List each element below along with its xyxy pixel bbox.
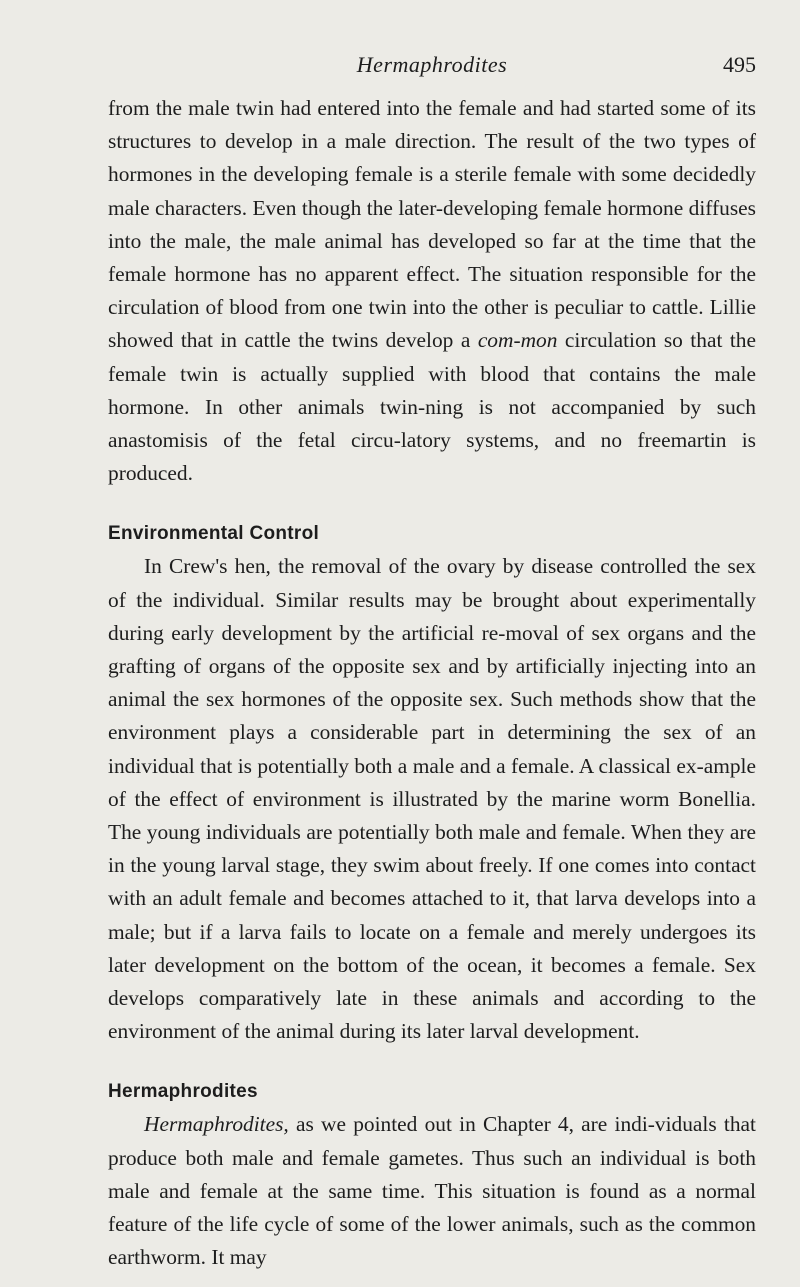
- emphasis-common: com-mon: [477, 328, 558, 353]
- section-gap: [108, 490, 756, 517]
- paragraph-freemartin: [108, 92, 756, 490]
- section-gap: [108, 1048, 756, 1075]
- emphasis-hermaphrodites: Hermaphrodites,: [144, 1112, 289, 1137]
- page-number: 495: [723, 52, 756, 77]
- paragraph-text: as we pointed out in Chapter 4, are indi-viduals that produce both male and female gametes. Thus such an individual is both male and female at the same time. This situation is found as a normal feature of the life cycle of some of the lower animals, such as the common earthworm. It may: [108, 1112, 756, 1270]
- running-title: Hermaphrodites: [356, 52, 508, 77]
- paragraph-hermaphrodites: [108, 1108, 756, 1274]
- section-heading-environmental-control: Environmental Control: [108, 523, 320, 545]
- body-text: [108, 92, 756, 1275]
- paragraph-text-continued: circulation so that the female twin is actually supplied with blood that contains the male hormone. In other animals twin-ning is not accompanied by such anastomisis of the fetal circu-latory systems, and no freemartin is produced.: [108, 328, 756, 486]
- paragraph-environmental: In Crew's hen, the removal of the ovary by disease controlled the sex of the individual. Similar results may be brought about experimentally during early development by the artificial re-moval of sex organs and the grafting of organs of the opposite sex and by artificially injecting into an animal the sex hormones of the opposite sex. Such methods show that the environment plays a considerable part in determining the sex of an individual that is potentially both a male and a female. A classical ex-ample of the effect of environment is illustrated by the marine worm Bonellia. The young individuals are potentially both male and female. When they are in the young larval stage, they swim about freely. If one comes into contact with an adult female and becomes attached to it, that larva develops into a male; but if a larva fails to locate on a female and merely undergoes its later development on the bottom of the ocean, it becomes a female. Sex develops comparatively late in these animals and according to the environment of the animal during its later larval development.: [108, 554, 756, 1044]
- running-head: [108, 52, 756, 92]
- section-heading-hermaphrodites: Hermaphrodites: [108, 1081, 258, 1103]
- paragraph-text: from the male twin had entered into the female and had started some of its structures to develop in a male direction. The result of the two types of hormones in the developing female is a sterile female with some decidedly male characters. Even though the later-developing female hormone diffuses into the male, the male animal has developed so far at the time that the female hormone has no apparent effect. The situation responsible for the circulation of blood from one twin into the other is peculiar to cattle. Lillie showed that in cattle the twins develop a: [108, 96, 756, 353]
